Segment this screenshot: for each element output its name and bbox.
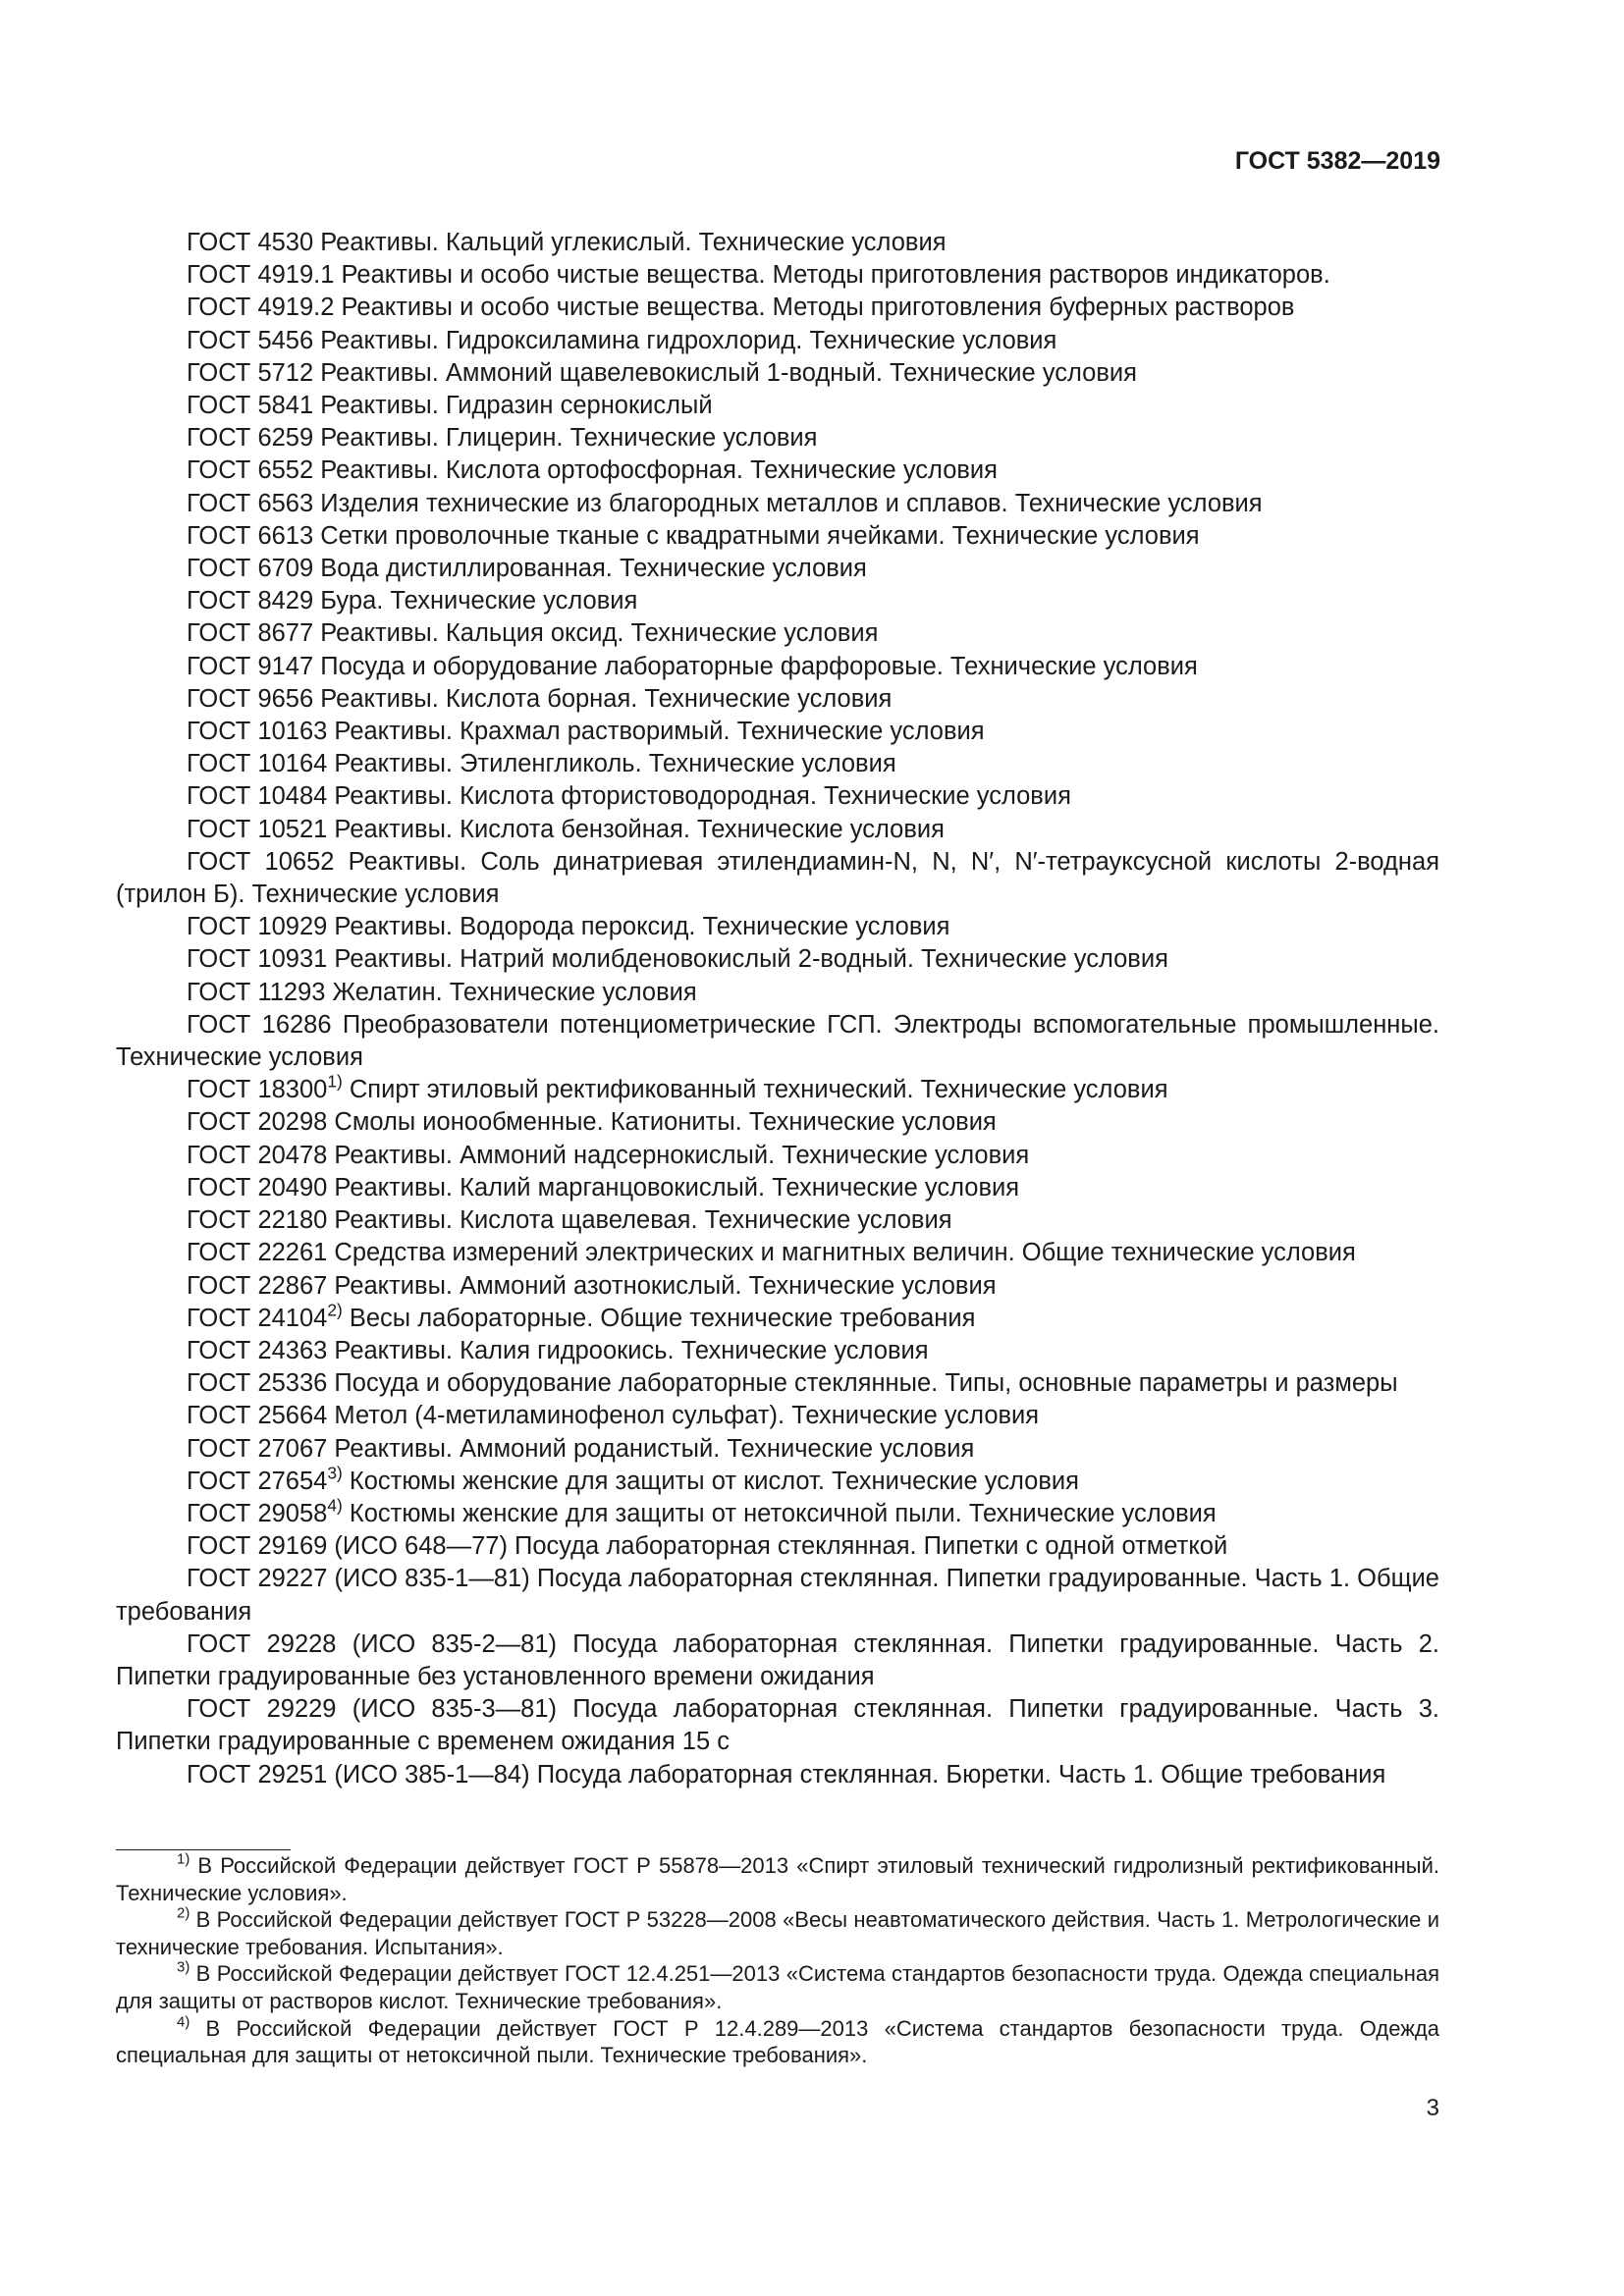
- reference-item: ГОСТ 22261 Средства измерений электрических и магнитных величин. Общие технические условия: [187, 1239, 1356, 1267]
- reference-item: ГОСТ 10652 Реактивы. Соль динатриевая этилендиамин-N, N, N′, N′-тетрауксусной кислоты 2-водная (трилон Б). Технические условия: [116, 847, 1439, 909]
- reference-item: ГОСТ 10521 Реактивы. Кислота бензойная. Технические условия: [187, 815, 945, 843]
- reference-item: ГОСТ 10931 Реактивы. Натрий молибденовокислый 2-водный. Технические условия: [187, 945, 1168, 974]
- reference-item: ГОСТ 8429 Бура. Технические условия: [187, 587, 638, 615]
- footnotes-section: [116, 1852, 1439, 2069]
- reference-item: ГОСТ 29251 (ИСО 385-1—84) Посуда лабораторная стеклянная. Бюретки. Часть 1. Общие требования: [187, 1760, 1386, 1789]
- reference-item: ГОСТ 10164 Реактивы. Этиленгликоль. Технические условия: [187, 750, 896, 778]
- reference-item: ГОСТ 9656 Реактивы. Кислота борная. Технические условия: [187, 684, 893, 713]
- reference-item: ГОСТ 25664 Метол (4-метиламинофенол сульфат). Технические условия: [187, 1402, 1040, 1430]
- footnote: $^{3)}$ В Российской Федерации действует ГОСТ 12.4.251—2013 «Система стандартов безопасности труда. Одежда специальная для защиты от растворов кислот. Технические требования».: [116, 1959, 1439, 2013]
- footnote-number: 2): [177, 1904, 190, 1922]
- footnote-marker: 4): [327, 1495, 343, 1516]
- reference-item: ГОСТ 20490 Реактивы. Калий марганцовокислый. Технические условия: [187, 1173, 1020, 1201]
- reference-item: ГОСТ 29227 (ИСО 835-1—81) Посуда лабораторная стеклянная. Пипетки градуированные. Часть 1. Общие требования: [116, 1565, 1439, 1626]
- normative-references-list: [116, 227, 1439, 1791]
- reference-item: ГОСТ 22867 Реактивы. Аммоний азотнокислый. Технические условия: [187, 1271, 997, 1300]
- reference-item: ГОСТ 6709 Вода дистиллированная. Технические условия: [187, 555, 867, 583]
- reference-item: ГОСТ 11293 Желатин. Технические условия: [187, 978, 697, 1006]
- reference-item: ГОСТ 6552 Реактивы. Кислота ортофосфорная. Технические условия: [187, 456, 998, 485]
- reference-item: ГОСТ 10163 Реактивы. Крахмал растворимый. Технические условия: [187, 718, 985, 746]
- footnote-number: 1): [177, 1850, 190, 1868]
- reference-item: ГОСТ 10484 Реактивы. Кислота фтористоводородная. Технические условия: [187, 782, 1071, 811]
- footnote: $^{1)}$ В Российской Федерации действует ГОСТ Р 55878—2013 «Спирт этиловый технический гидролизный ректификованный. Технические условия».: [116, 1850, 1439, 1905]
- reference-item: ГОСТ 20478 Реактивы. Аммоний надсернокислый. Технические условия: [187, 1141, 1030, 1169]
- reference-item: ГОСТ 5456 Реактивы. Гидроксиламина гидрохлорид. Технические условия: [187, 326, 1057, 354]
- reference-item: ГОСТ 4919.2 Реактивы и особо чистые вещества. Методы приготовления буферных растворов: [187, 294, 1295, 322]
- reference-item: ГОСТ 22180 Реактивы. Кислота щавелевая. Технические условия: [187, 1206, 952, 1235]
- reference-item: ГОСТ 24363 Реактивы. Калия гидроокись. Технические условия: [187, 1336, 929, 1364]
- reference-item: ГОСТ 29229 (ИСО 835-3—81) Посуда лабораторная стеклянная. Пипетки градуированные. Часть 3. Пипетки градуированные с временем ожидания 15 с: [116, 1695, 1439, 1756]
- page-number: 3: [1426, 2095, 1439, 2121]
- document-header: ГОСТ 5382—2019: [1234, 147, 1440, 175]
- reference-item-with-footnote: ГОСТ 18300$^{1)}$ Спирт этиловый ректификованный технический. Технические условия: [187, 1071, 1168, 1104]
- footnote-number: 4): [177, 2013, 190, 2031]
- reference-item: ГОСТ 4919.1 Реактивы и особо чистые вещества. Методы приготовления растворов индикаторов.: [187, 261, 1330, 290]
- footnote-marker: 3): [327, 1462, 343, 1482]
- reference-item: ГОСТ 20298 Смолы ионообменные. Катиониты. Технические условия: [187, 1108, 997, 1137]
- reference-item: ГОСТ 10929 Реактивы. Водорода пероксид. Технические условия: [187, 913, 950, 941]
- reference-item-with-footnote: ГОСТ 27654$^{3)}$ Костюмы женские для защиты от кислот. Технические условия: [187, 1462, 1079, 1495]
- reference-item: ГОСТ 4530 Реактивы. Кальций углекислый. Технические условия: [187, 229, 947, 256]
- reference-item: ГОСТ 27067 Реактивы. Аммоний роданистый. Технические условия: [187, 1434, 975, 1463]
- reference-item: ГОСТ 5712 Реактивы. Аммоний щавелевокислый 1-водный. Технические условия: [187, 358, 1137, 387]
- footnote-number: 3): [177, 1959, 190, 1977]
- reference-item: ГОСТ 6259 Реактивы. Глицерин. Технические условия: [187, 424, 818, 453]
- footnote: $^{4)}$ В Российской Федерации действует ГОСТ Р 12.4.289—2013 «Система стандартов безопасности труда. Одежда специальная для защиты от нетоксичной пыли. Технические требования».: [116, 2013, 1439, 2068]
- footnote-marker: 1): [327, 1071, 343, 1092]
- reference-item-with-footnote: ГОСТ 29058$^{4)}$ Костюмы женские для защиты от нетоксичной пыли. Технические условия: [187, 1495, 1217, 1527]
- footnote: $^{2)}$ В Российской Федерации действует ГОСТ Р 53228—2008 «Весы неавтоматического действия. Часть 1. Метрологические и технические требования. Испытания».: [116, 1904, 1439, 1959]
- reference-item: ГОСТ 6563 Изделия технические из благородных металлов и сплавов. Технические условия: [187, 489, 1263, 517]
- reference-item: ГОСТ 8677 Реактивы. Кальция оксид. Технические условия: [187, 619, 879, 648]
- reference-item: ГОСТ 29228 (ИСО 835-2—81) Посуда лабораторная стеклянная. Пипетки градуированные. Часть 2. Пипетки градуированные без установленного времени ожидания: [116, 1629, 1439, 1690]
- reference-item: ГОСТ 9147 Посуда и оборудование лабораторные фарфоровые. Технические условия: [187, 652, 1198, 680]
- reference-item: ГОСТ 5841 Реактивы. Гидразин сернокислый: [187, 392, 713, 420]
- reference-item-with-footnote: ГОСТ 24104$^{2)}$ Весы лабораторные. Общие технические требования: [187, 1299, 976, 1332]
- reference-item: ГОСТ 6613 Сетки проволочные тканые с квадратными ячейками. Технические условия: [187, 521, 1200, 550]
- footnote-marker: 2): [327, 1299, 343, 1319]
- reference-item: ГОСТ 29169 (ИСО 648—77) Посуда лабораторная стеклянная. Пипетки с одной отметкой: [187, 1532, 1228, 1561]
- footnote-divider: [116, 1849, 291, 1850]
- reference-item: ГОСТ 25336 Посуда и оборудование лабораторные стеклянные. Типы, основные параметры и размеры: [187, 1369, 1398, 1398]
- reference-item: ГОСТ 16286 Преобразователи потенциометрические ГСП. Электроды вспомогательные промышленные. Технические условия: [116, 1010, 1439, 1072]
